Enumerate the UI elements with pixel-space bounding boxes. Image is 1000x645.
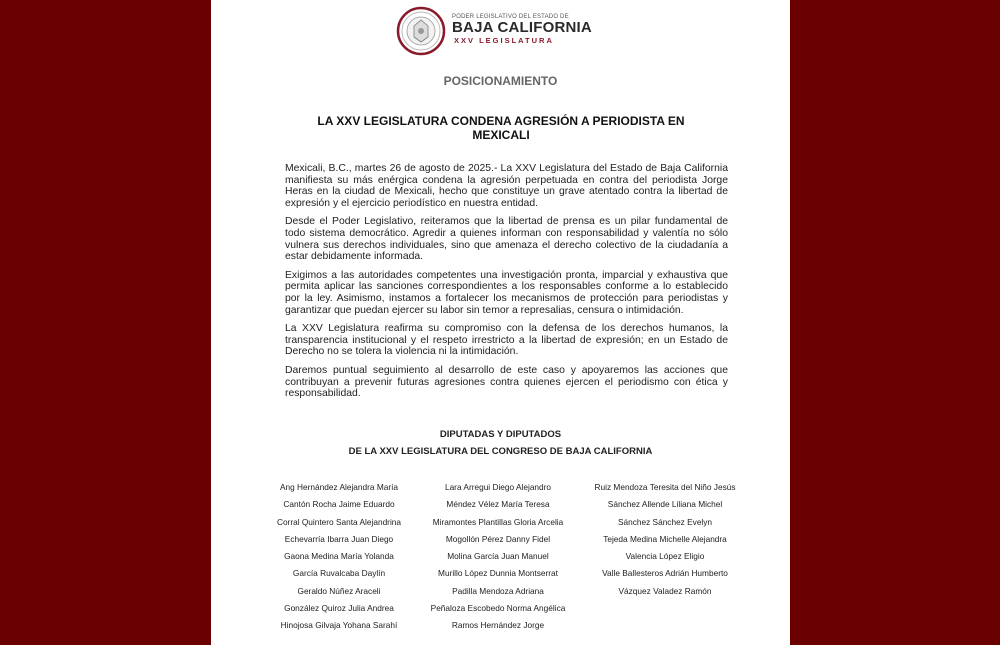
signature-name: Murillo López Dunnia Montserrat (438, 568, 558, 579)
signature-name: Vázquez Valadez Ramón (618, 585, 712, 596)
section-label: POSICIONAMIENTO (443, 74, 558, 88)
signature-name: Miramontes Plantillas Gloria Arcelia (432, 516, 564, 527)
signature-name: Ruiz Mendoza Teresita del Niño Jesús (594, 482, 736, 492)
signature-name: Valle Ballesteros Adrián Humberto (602, 568, 728, 579)
signature-name: Sánchez Sánchez Evelyn (617, 516, 713, 527)
signature-name: Méndez Vélez María Teresa (446, 499, 550, 510)
paragraph: La XXV Legislatura reafirma su compromiso con la defensa de los derechos humanos, la transparencia institucional y el respeto irrestricto a la libertad de expresión; en un Estado de Derecho no se tolera la violencia ni la intimidación. (285, 323, 728, 358)
org-main-line: BAJA CALIFORNIA (452, 19, 592, 36)
signature-name: Hinojosa Gilvaja Yohana Sarahí (280, 620, 398, 631)
signature-name: Gaona Medina María Yolanda (284, 551, 394, 562)
org-top-line: PODER LEGISLATIVO DEL ESTADO DE (452, 14, 569, 20)
paragraph: Desde el Poder Legislativo, reiteramos que la libertad de prensa es un pilar fundamental de todo sistema democrático. Agredir a quienes informan con responsabilidad y valentía no sólo vulnera sus derechos individuales, sino que amenaza el derecho colectivo de la ciudadanía a estar debidamente informada. (285, 216, 728, 263)
signature-name: Corral Quintero Santa Alejandrina (276, 516, 402, 527)
signature-name: Mogollón Pérez Danny Fidel (445, 533, 551, 544)
document-page (211, 0, 790, 645)
body-text (285, 163, 728, 407)
signature-name: Ang Hernández Alejandra María (279, 482, 399, 492)
paragraph: Mexicali, B.C., martes 26 de agosto de 2025.- La XXV Legislatura del Estado de Baja California manifiesta su más enérgica condena la agresión perpetuada en contra del periodista Jorge Heras en la ciudad de Mexicali, hecho que constituye un grave atentado contra la libertad de expresión y el ejercicio periodístico en nuestra entidad. (285, 163, 728, 209)
organization-name (452, 14, 622, 45)
signature-name: Padilla Mendoza Adriana (452, 585, 544, 596)
paragraph: Daremos puntual seguimiento al desarrollo de este caso y apoyaremos las acciones que contribuyan a prevenir futuras agresiones contra quienes ejercen el periodismo con ética y responsabilidad. (285, 364, 728, 400)
signature-name: Ramos Hernández Jorge (451, 620, 545, 631)
signature-column-3 (580, 479, 750, 600)
signatures-title (211, 426, 790, 460)
signatures-title-line-1: DIPUTADAS Y DIPUTADOS (439, 429, 562, 440)
signature-name: García Ruvalcaba Daylín (292, 568, 386, 579)
paragraph: Exigimos a las autoridades competentes una investigación pronta, imparcial y exhaustiva que permita aplicar las sanciones correspondientes a los responsables conforme a lo establecido por la ley. Asimismo, instamos a fortalecer los mecanismos de protección para periodistas y garantizar que puedan ejercer su labor sin temor a represalias, censura o intimidación. (285, 269, 728, 316)
state-seal-icon (396, 6, 446, 56)
letterhead (396, 6, 596, 58)
signature-column-2 (413, 479, 583, 635)
signature-name: Tejeda Medina Michelle Alejandra (603, 533, 727, 544)
org-sub-line: XXV LEGISLATURA (454, 36, 554, 45)
signature-name: Cantón Rocha Jaime Eduardo (283, 499, 395, 510)
signature-name: Peñaloza Escobedo Norma Angélica (430, 603, 566, 614)
signature-name: Molina García Juan Manuel (447, 551, 549, 562)
signature-name: Sánchez Allende Liliana Michel (607, 499, 723, 510)
signature-name: Geraldo Núñez Araceli (297, 585, 381, 596)
signature-column-1 (254, 479, 424, 635)
signatures-title-line-2: DE LA XXV LEGISLATURA DEL CONGRESO DE BAJA CALIFORNIA (348, 446, 653, 457)
signature-name: Echevarría Ibarra Juan Diego (284, 533, 394, 544)
headline: LA XXV LEGISLATURA CONDENA AGRESIÓN A PERIODISTA EN MEXICALI (317, 114, 685, 142)
signature-name: Valencia López Eligio (625, 551, 705, 562)
signature-name: Lara Arregui Diego Alejandro (444, 482, 552, 492)
signature-name: González Quiroz Julia Andrea (284, 603, 394, 614)
